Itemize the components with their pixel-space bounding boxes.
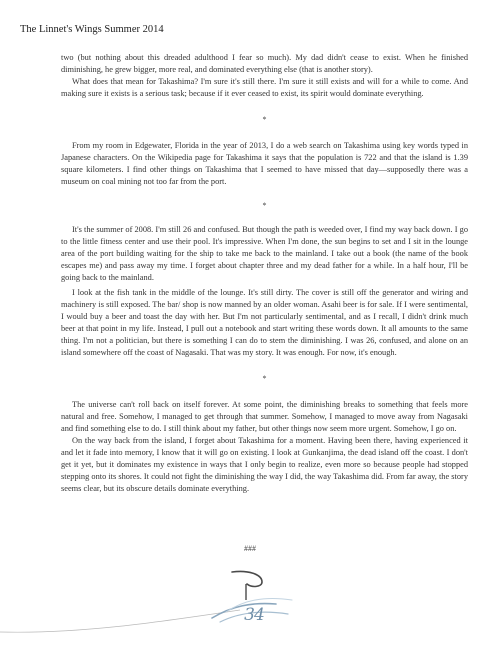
- end-marker: ###: [244, 544, 256, 553]
- page-number: 34: [244, 605, 264, 625]
- section-separator: *: [262, 374, 267, 383]
- paragraph: two (but nothing about this dreaded adulthood I fear so much). My dad didn't cease to exist. When he finished diminishing, he grew bigger, more real, and dominated everything else (that is another story).: [61, 53, 468, 74]
- paragraph: From my room in Edgewater, Florida in the year of 2013, I do a web search on Takashima using key words typed in Japanese characters. On the Wikipedia page for Takashima it says that the population is 722 and that the island is 1.39 square kilometers. I find other things on Takashima that I seemed to have missed that day—supposedly there was a museum on coal mining not too far from the port.: [61, 141, 468, 186]
- paragraph: On the way back from the island, I forget about Takashima for a moment. Having been there, having experienced it and let it fade into memory, I know that it will go on existing. I look at Gunkanjima, the dead island off the coast. I don't get it yet, but it dominates my existence in ways that I only begin to realize, even more so because people had stopped stepping onto its shores. It could not fight the diminishing the way I did, the way Takashima did. From far away, the story seems clear, but its obscure details dominate everything.: [61, 436, 468, 493]
- paragraph: It's the summer of 2008. I'm still 26 and confused. But though the path is weeded over, I find my way back down. I go to the little fitness center and use their pool. It's impressive. When I'm done, the sun begins to set and I sit in the lounge area of the port building waiting for the ship to take me back to the mainland. I take out a book (the name of the book escapes me) and pass away my time. I forget about chapter three and my dead father for a while. In a half hour, I'll be going back to the mainland.: [61, 225, 468, 282]
- publication-header: The Linnet's Wings Summer 2014: [20, 24, 164, 35]
- paragraph: I look at the fish tank in the middle of the lounge. It's still dirty. The cover is still off the generator and wiring and machinery is still exposed. The bar/ shop is now manned by an older woman. Asahi beer is for sale. If I were sentimental, I would buy a beer and toast the day with her. But I'm not particularly sentimental, and as I recall, I didn't drink much beer at that point in my life. Instead, I pull out a notebook and start writing these words down. It all amounts to the same thing. I'm not a politician, but there is something I can do to stem the diminishing. I was 26, confused, and alone on an island somewhere off the coast of Nagasaki. That was my story. It was enough. For now, it's enough.: [61, 288, 468, 357]
- footer-ornament: [0, 560, 500, 640]
- article-body: [61, 52, 468, 495]
- paragraph: What does that mean for Takashima? I'm sure it's still there. I'm sure it still exists and will for a while to come. And making sure it exists is a serious task; because if it ever ceased to exist, its spirit would dominate everything.: [61, 77, 468, 98]
- section-separator: *: [262, 201, 267, 210]
- paragraph: The universe can't roll back on itself forever. At some point, the diminishing breaks to something that feels more natural and free. Somehow, I managed to get through that summer. Somehow, I managed to move away from Nagasaki and find something else to do. I still think about my father, but other things now seem more urgent. Somehow, I go on.: [61, 400, 468, 433]
- section-separator: *: [262, 115, 267, 124]
